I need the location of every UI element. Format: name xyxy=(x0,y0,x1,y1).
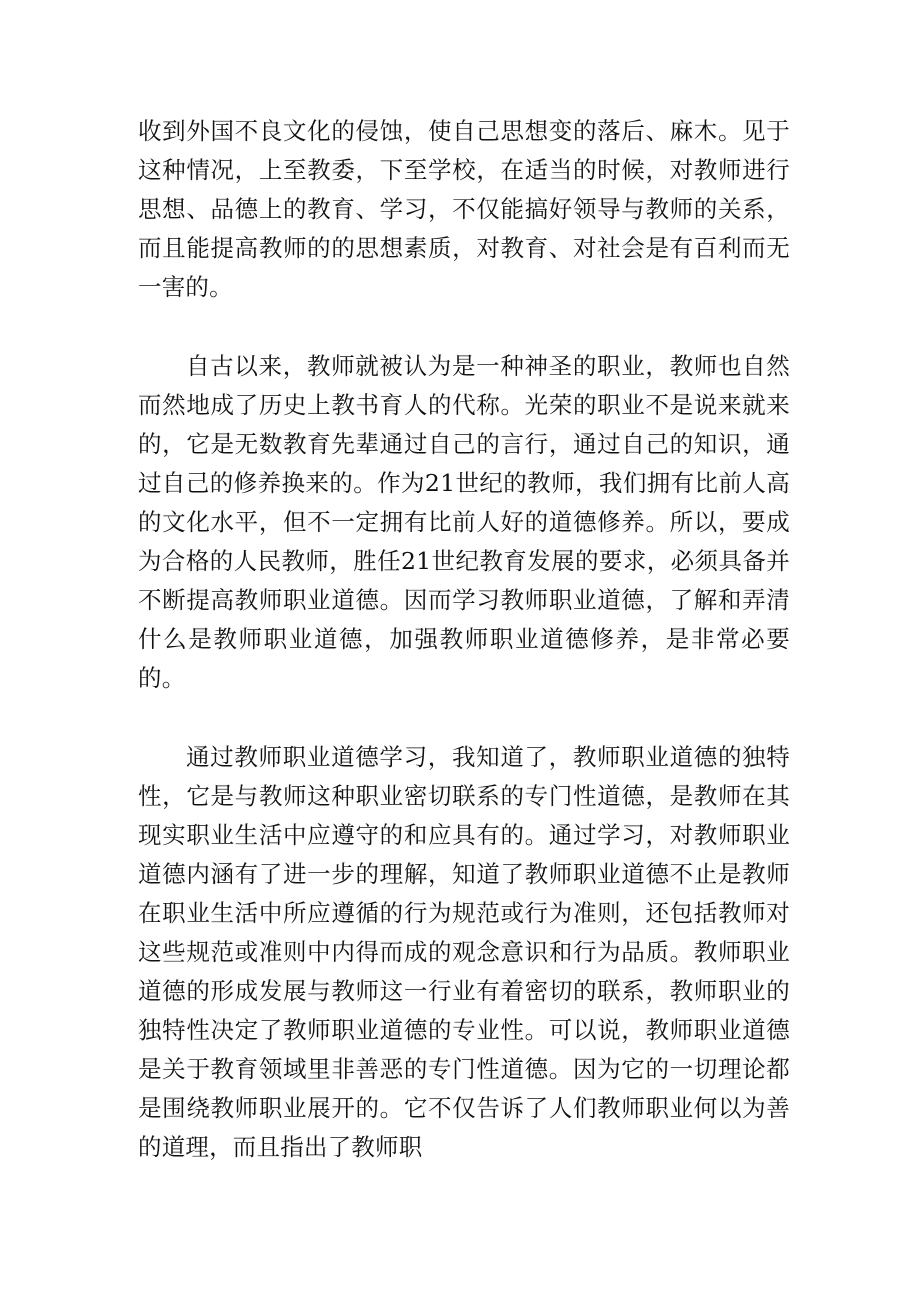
document-page xyxy=(138,112,790,1167)
text-line: 的修养换来的。作为21世纪的教师，我们拥有比前人高的文化水 xyxy=(138,469,790,536)
text-line: 平，但不一定拥有比前人好的道德修养。所以，要成为合格的人 xyxy=(138,508,790,575)
text-line: 品德上的教育、学习，不仅能搞好领导与教师的关系，而且能提 xyxy=(138,195,790,262)
text-line: 然地成了历史上教书育人的代称。光荣的职业不是说来就来的， xyxy=(138,391,790,458)
text-line: 善恶的专门性道德。因为它的一切理论都是围绕教师职业展开的。 xyxy=(138,1055,790,1122)
text-line: 职业道德。因而学习教师职业道德，了解和弄清什么是教师职业 xyxy=(138,586,791,653)
text-line: 道德，加强教师职业道德修养，是非常必要的。 xyxy=(138,625,790,692)
text-line: 它是无数教育先辈通过自己的言行，通过自己的知识，通过自己 xyxy=(138,430,791,497)
paragraph-2 xyxy=(138,347,790,698)
text-line: 种情况，上至教委，下至学校，在适当的时候，对教师进行思想、 xyxy=(138,156,790,223)
text-line: 职业道德的专业性。可以说，教师职业道德是关于教育领域里非 xyxy=(138,1016,790,1083)
text-line: 业生活中应遵守的和应具有的。通过学习，对教师职业道德内涵 xyxy=(138,821,790,888)
text-line: 自古以来，教师就被认为是一种神圣的职业，教师也自然而 xyxy=(138,352,790,419)
text-line: 则中内得而成的观念意识和行为品质。教师职业道德的形成发展 xyxy=(138,938,791,1005)
paragraph-1 xyxy=(138,112,790,307)
text-line: 中所应遵循的行为规范或行为准则，还包括教师对这些规范或准 xyxy=(138,899,790,966)
text-line: 与教师这一行业有着密切的联系，教师职业的独特性决定了教师 xyxy=(138,977,790,1044)
text-line: 收到外国不良文化的侵蚀，使自己思想变的落后、麻木。见于这 xyxy=(138,117,790,184)
text-line: 通过教师职业道德学习，我知道了，教师职业道德的独特性， xyxy=(138,743,790,810)
text-line: 有了进一步的理解，知道了教师职业道德不止是教师在职业生活 xyxy=(138,860,790,927)
paragraph-3 xyxy=(138,738,790,1167)
text-line: 高教师的的思想素质，对教育、对社会是有百利而无一害的。 xyxy=(138,234,790,301)
text-line: 民教师，胜任21世纪教育发展的要求，必须具备并不断提高教师 xyxy=(138,547,790,614)
text-line: 它是与教师这种职业密切联系的专门性道德，是教师在其现实职 xyxy=(138,782,791,849)
text-line: 它不仅告诉了人们教师职业何以为善的道理，而且指出了教师职 xyxy=(138,1094,791,1161)
